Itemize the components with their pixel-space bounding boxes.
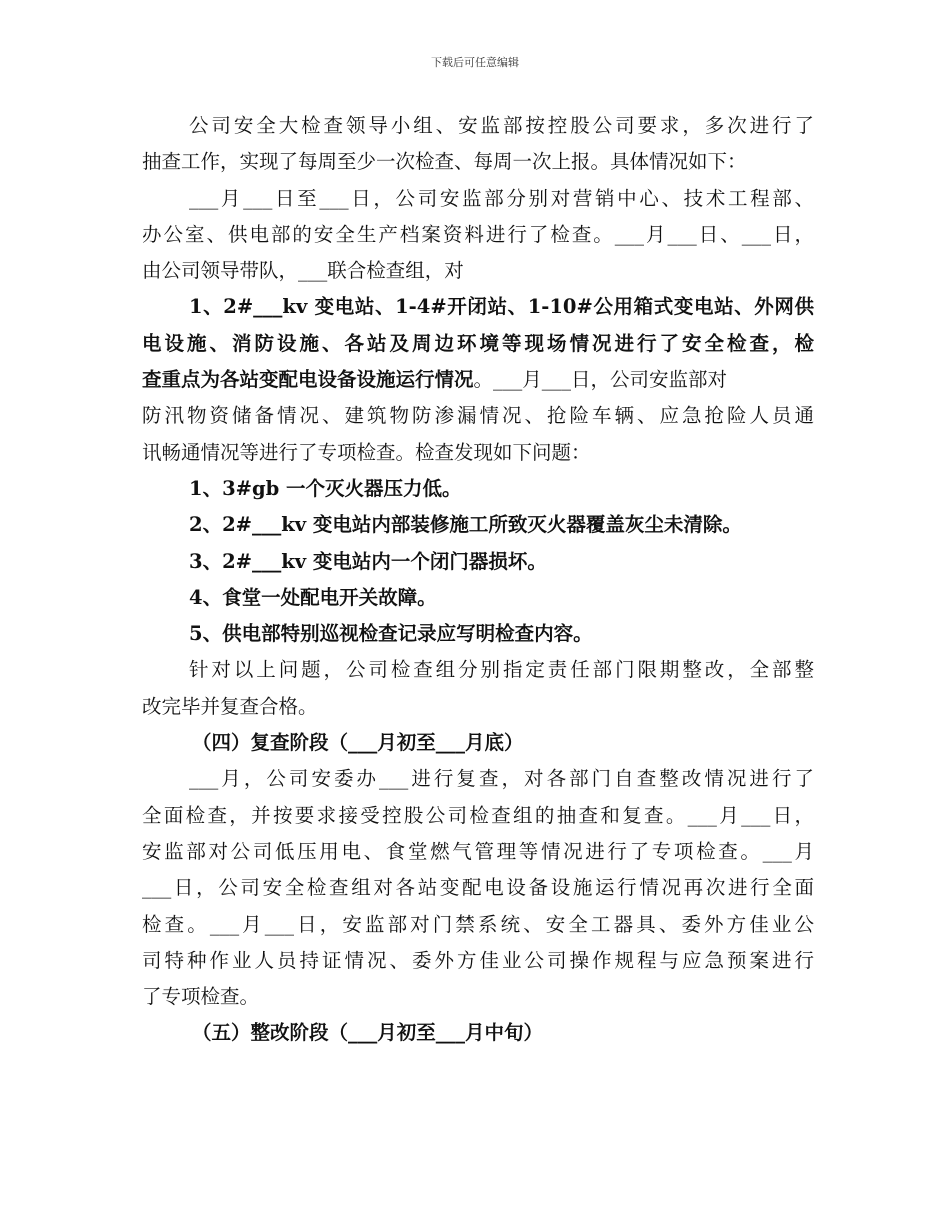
text-line: [142, 217, 814, 253]
text-line: [142, 471, 814, 507]
text-line: [142, 144, 814, 180]
text-line: [142, 870, 814, 906]
text-line: [142, 289, 814, 325]
text-line: [142, 689, 814, 725]
line-tail-text: 。___月___日，公司安监部对: [473, 368, 728, 392]
line-text: 全面检查，并按要求接受控股公司检查组的抽查和复查。___月___日，: [142, 803, 814, 827]
text-line: [142, 943, 814, 979]
text-line: [142, 979, 814, 1015]
text-line: [142, 725, 814, 761]
line-text: ___月___日至___日，公司安监部分别对营销中心、技术工程部、: [189, 186, 814, 210]
page-header: 下载后可任意编辑: [431, 56, 519, 69]
line-text: ___日，公司安全检查组对各站变配电设备设施运行情况再次进行全面: [142, 876, 814, 900]
text-line: [142, 326, 814, 362]
text-line: [142, 798, 814, 834]
line-text: 1、2#___kv 变电站、1-4#开闭站、1-10#公用箱式变电站、外网供: [189, 295, 814, 319]
text-line: [142, 834, 814, 870]
text-line: [142, 398, 814, 434]
line-text: 改完毕并复查合格。: [142, 694, 318, 718]
line-text: 查重点为各站变配电设备设施运行情况: [142, 368, 474, 392]
line-text: 电设施、消防设施、各站及周边环境等现场情况进行了安全检查，检: [142, 331, 814, 355]
line-text: 公司安全大检查领导小组、安监部按控股公司要求，多次进行了: [189, 114, 814, 137]
text-line: [142, 507, 814, 543]
line-text: ___月，公司安委办___进行复查，对各部门自查整改情况进行了: [189, 767, 814, 791]
line-text: 3、2#___kv 变电站内一个闭门器损坏。: [189, 549, 547, 573]
text-line: [142, 652, 814, 688]
line-text: 了专项检查。: [142, 985, 260, 1009]
text-line: [142, 362, 814, 398]
line-text: 由公司领导带队，___联合检查组，对: [142, 259, 464, 283]
text-line: [142, 544, 814, 580]
text-line: [142, 580, 814, 616]
line-text: 防汛物资储备情况、建筑物防渗漏情况、抢险车辆、应急抢险人员通: [142, 404, 814, 428]
text-line: [142, 1015, 814, 1051]
line-text: 检查。___月___日，安监部对门禁系统、安全工器具、委外方佳业公: [142, 912, 814, 936]
line-text: 办公室、供电部的安全生产档案资料进行了检查。___月___日、___日，: [142, 222, 814, 246]
line-text: （五）整改阶段（___月初至___月中旬）: [192, 1021, 544, 1045]
line-text: 讯畅通情况等进行了专项检查。检查发现如下问题：: [142, 440, 591, 464]
line-text: （四）复查阶段（___月初至___月底）: [192, 731, 524, 755]
text-line: [142, 181, 814, 217]
line-text: 5、供电部特别巡视检查记录应写明检查内容。: [189, 622, 593, 646]
line-text: 针对以上问题，公司检查组分别指定责任部门限期整改，全部整: [189, 658, 814, 682]
line-text: 4、食堂一处配电开关故障。: [189, 585, 437, 609]
text-line: [142, 435, 814, 471]
text-line: [142, 907, 814, 943]
text-line: [142, 761, 814, 797]
line-text: 抽查工作，实现了每周至少一次检查、每周一次上报。具体情况如下：: [142, 150, 747, 174]
line-text: 安监部对公司低压用电、食堂燃气管理等情况进行了专项检查。___月: [142, 839, 814, 863]
text-line: [142, 616, 814, 652]
line-text: 2、2#___kv 变电站内部装修施工所致灭火器覆盖灰尘未清除。: [189, 513, 742, 537]
document-body: [142, 108, 814, 1052]
text-line: [142, 108, 814, 144]
text-line: [142, 253, 814, 289]
line-text: 1、3#gb 一个灭火器压力低。: [189, 476, 462, 500]
line-text: 司特种作业人员持证情况、委外方佳业公司操作规程与应急预案进行: [142, 948, 814, 972]
